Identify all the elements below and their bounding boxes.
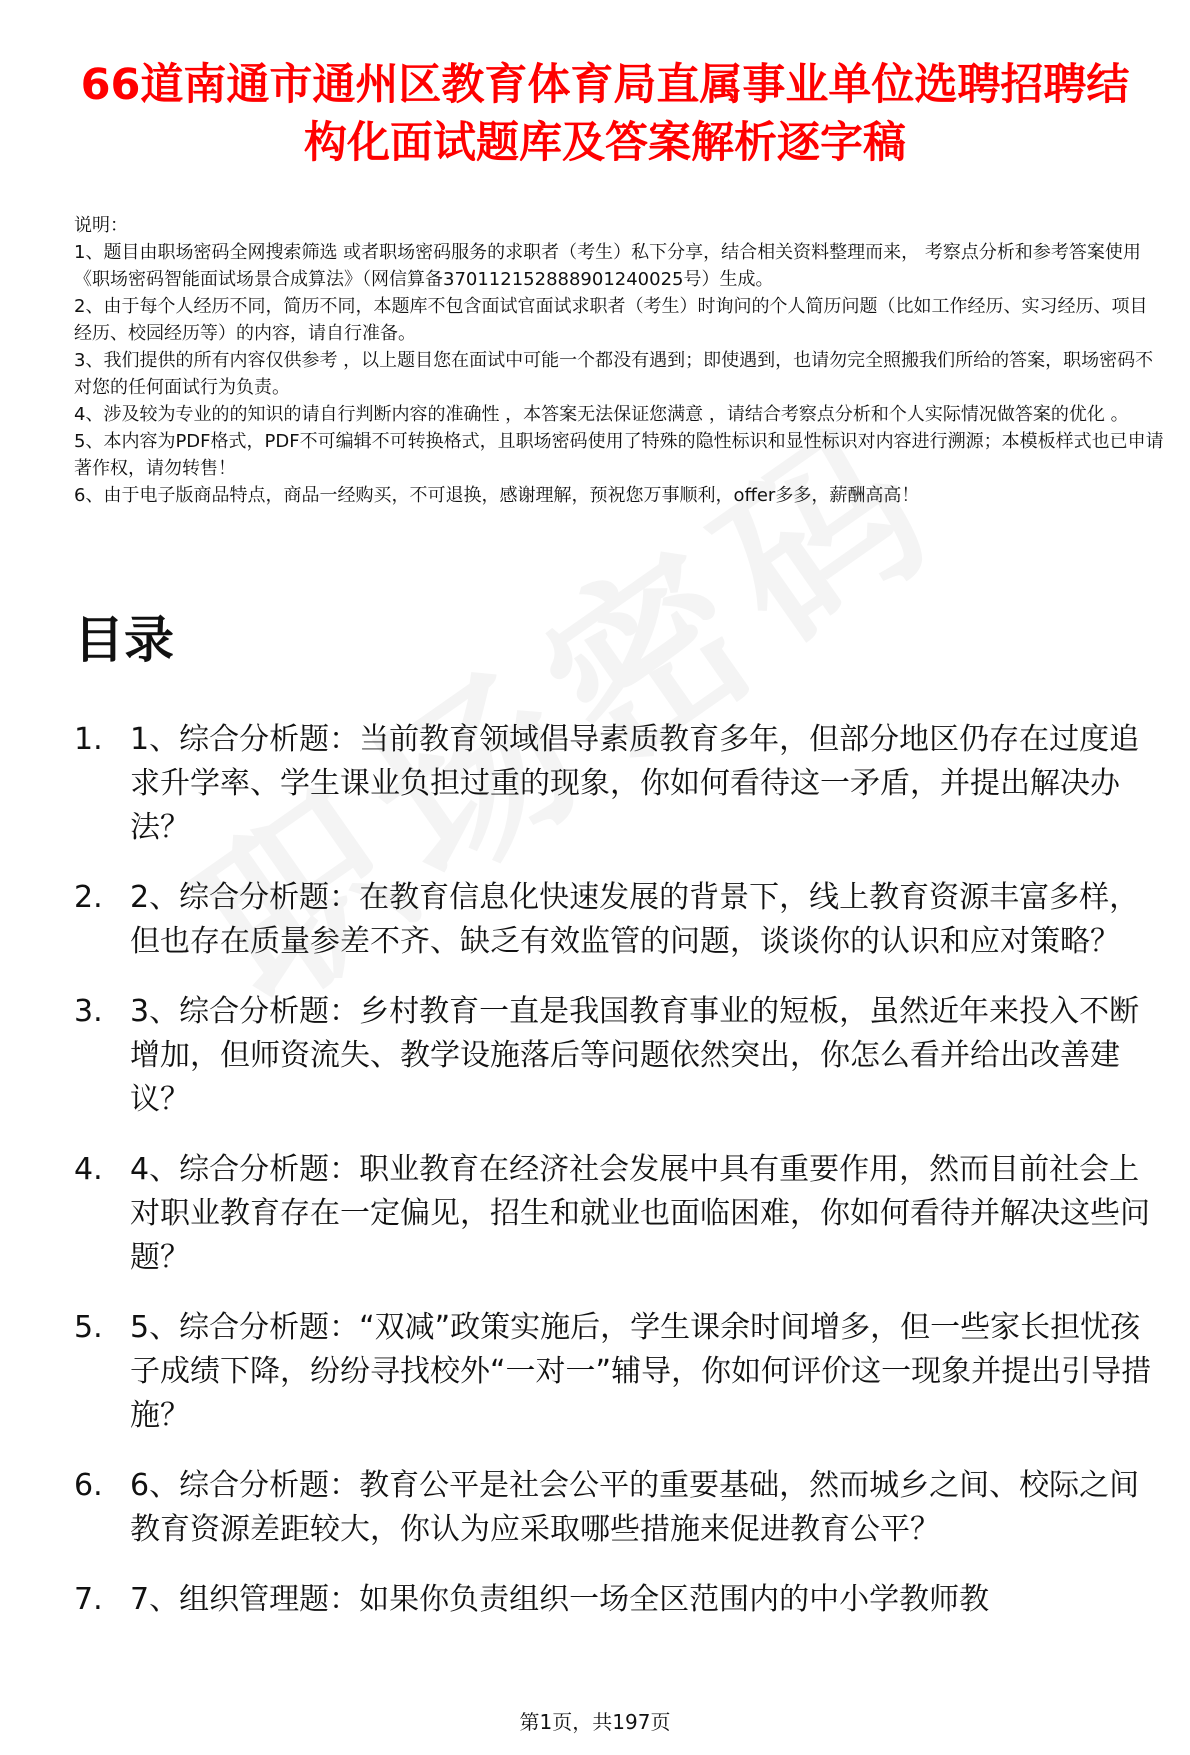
toc-item-text[interactable]: 3、综合分析题：乡村教育一直是我国教育事业的短板，虽然近年来投入不断增加，但师资流失、教学设施落后等问题依然突出，你怎么看并给出改善建议？ — [130, 994, 1140, 1117]
toc-item-text[interactable]: 2、综合分析题：在教育信息化快速发展的背景下，线上教育资源丰富多样，但也存在质量参差不齐、缺乏有效监管的问题，谈谈你的认识和应对策略？ — [130, 880, 1140, 959]
toc-item-number: 6. — [74, 1468, 103, 1503]
toc-item-text[interactable]: 1、综合分析题：当前教育领域倡导素质教育多年，但部分地区仍存在过度追求升学率、学生课业负担过重的现象，你如何看待这一矛盾，并提出解决办法？ — [130, 722, 1140, 845]
toc-item-text[interactable]: 7、组织管理题：如果你负责组织一场全区范围内的中小学教师教 — [130, 1582, 990, 1617]
toc-item-number: 3. — [74, 994, 103, 1029]
note-item-4: 4、涉及较为专业的的知识的请自行判断内容的准确性 ，本答案无法保证您满意 ，请结合考察点分析和个人实际情况做答案的优化 。 — [74, 404, 1129, 425]
page-footer: 第1页，共197页 — [519, 1710, 671, 1734]
document-title: 66道南通市通州区教育体育局直属事业单位选聘招聘结构化面试题库及答案解析逐字稿 — [80, 60, 1130, 168]
toc-item-4[interactable] — [74, 1148, 1164, 1280]
note-item-5: 5、本内容为PDF格式，PDF不可编辑不可转换格式，且职场密码使用了特殊的隐性标识和显性标识对内容进行溯源；本模板样式也已申请著作权，请勿转售！ — [74, 431, 1164, 479]
toc-item-5[interactable] — [74, 1306, 1164, 1438]
toc-item-6[interactable] — [74, 1464, 1164, 1552]
toc-item-7[interactable] — [74, 1578, 1164, 1622]
note-item-6: 6、由于电子版商品特点，商品一经购买，不可退换，感谢理解，预祝您万事顺利，offer多多，薪酬高高！ — [74, 485, 920, 506]
toc-list — [74, 718, 1164, 1648]
toc-item-text[interactable]: 5、综合分析题：“双减”政策实施后，学生课余时间增多，但一些家长担忧孩子成绩下降，纷纷寻找校外“一对一”辅导，你如何评价这一现象并提出引导措施？ — [130, 1310, 1152, 1433]
toc-item-number: 2. — [74, 880, 103, 915]
note-item-2: 2、由于每个人经历不同，简历不同，本题库不包含面试官面试求职者（考生）时询问的个人简历问题（比如工作经历、实习经历、项目经历、校园经历等）的内容，请自行准备。 — [74, 296, 1148, 344]
note-item-3: 3、我们提供的所有内容仅供参考 ，以上题目您在面试中可能一个都没有遇到；即使遇到，也请勿完全照搬我们所给的答案，职场密码不对您的任何面试行为负责。 — [74, 350, 1154, 398]
notes-section — [74, 212, 1164, 509]
toc-item-2[interactable] — [74, 876, 1164, 964]
toc-item-number: 5. — [74, 1310, 103, 1345]
toc-item-text[interactable]: 6、综合分析题：教育公平是社会公平的重要基础，然而城乡之间、校际之间教育资源差距较大，你认为应采取哪些措施来促进教育公平？ — [130, 1468, 1140, 1547]
toc-item-number: 4. — [74, 1152, 103, 1187]
notes-heading: 说明： — [74, 215, 128, 236]
toc-item-1[interactable] — [74, 718, 1164, 850]
note-item-1: 1、题目由职场密码全网搜索筛选 或者职场密码服务的求职者（考生）私下分享，结合相关资料整理而来， 考察点分析和参考答案使用《职场密码智能面试场景合成算法》（网信算备370112152888901240025号）生成。 — [74, 242, 1141, 290]
toc-item-text[interactable]: 4、综合分析题：职业教育在经济社会发展中具有重要作用，然而目前社会上对职业教育存在一定偏见，招生和就业也面临困难，你如何看待并解决这些问题？ — [130, 1152, 1150, 1275]
toc-item-number: 7. — [74, 1582, 103, 1617]
toc-heading: 目录 — [74, 611, 174, 669]
toc-item-3[interactable] — [74, 990, 1164, 1122]
toc-item-number: 1. — [74, 722, 103, 757]
